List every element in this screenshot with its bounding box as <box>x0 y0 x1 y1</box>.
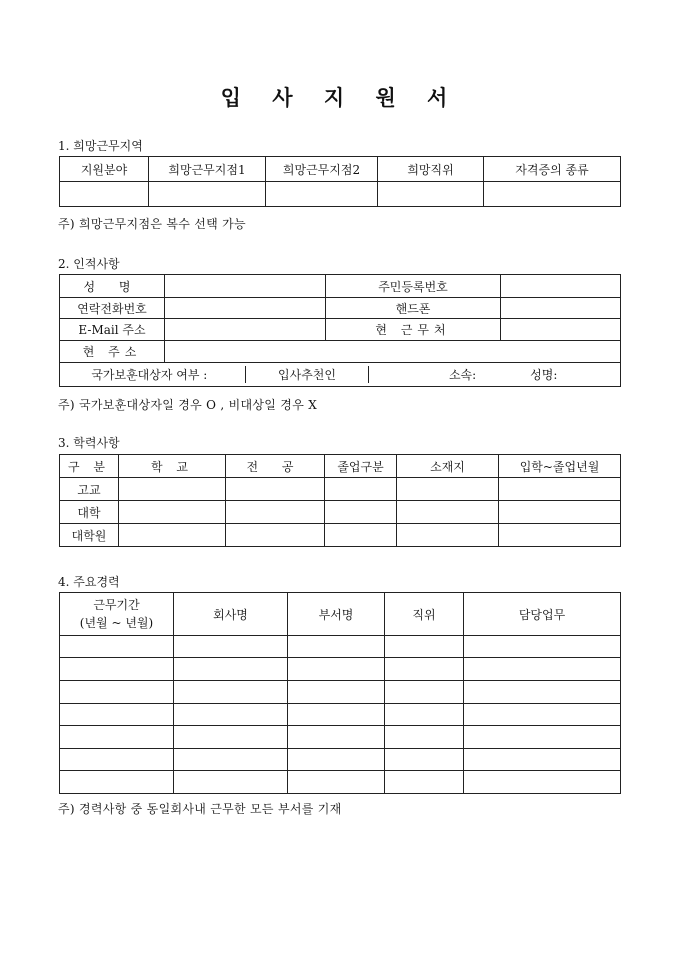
header-cell: 자격증의 종류 <box>484 157 621 182</box>
section-4-heading: 4. 주요경력 <box>58 575 120 589</box>
career-table <box>59 592 621 794</box>
field-desired-branch-1[interactable] <box>149 182 266 207</box>
field-school[interactable] <box>119 478 226 501</box>
header-cell: 희망근무지점1 <box>149 157 266 182</box>
field-desired-position[interactable] <box>378 182 484 207</box>
period-label-1: 근무기간 <box>93 598 140 612</box>
header-cell: 소재지 <box>397 455 499 478</box>
page-title: 입 사 지 원 서 <box>220 85 460 110</box>
field-department[interactable] <box>288 681 385 704</box>
field-position[interactable] <box>385 681 464 704</box>
workplace-label: 현 근무처 <box>326 319 501 341</box>
field-school[interactable] <box>119 501 226 524</box>
section-3-heading: 3. 학력사항 <box>58 436 120 450</box>
education-row-label: 대학원 <box>60 524 119 547</box>
field-school[interactable] <box>119 524 226 547</box>
section-2-note: 주) 국가보훈대상자일 경우 O , 비대상일 경우 X <box>58 398 318 412</box>
field-veteran[interactable] <box>211 368 213 382</box>
desired-work-table <box>59 156 621 207</box>
field-email[interactable] <box>165 319 326 341</box>
field-position[interactable] <box>385 726 464 749</box>
field-address[interactable] <box>165 341 621 363</box>
header-cell: 희망근무지점2 <box>266 157 378 182</box>
education-row-label: 대학 <box>60 501 119 524</box>
field-department[interactable] <box>288 771 385 794</box>
header-cell: 희망직위 <box>378 157 484 182</box>
field-company[interactable] <box>174 704 288 726</box>
field-duties[interactable] <box>464 636 621 658</box>
field-duties[interactable] <box>464 658 621 681</box>
field-certificates[interactable] <box>484 182 621 207</box>
header-cell: 구 분 <box>60 455 119 478</box>
veteran-referrer-row <box>60 363 621 387</box>
field-workplace[interactable] <box>501 319 621 341</box>
field-resident-no[interactable] <box>501 275 621 298</box>
field-position[interactable] <box>385 704 464 726</box>
field-major[interactable] <box>226 524 325 547</box>
field-application-area[interactable] <box>60 182 149 207</box>
field-location[interactable] <box>397 524 499 547</box>
field-position[interactable] <box>385 749 464 771</box>
education-row-label: 고교 <box>60 478 119 501</box>
field-duties[interactable] <box>464 771 621 794</box>
section-1-note: 주) 희망근무지점은 복수 선택 가능 <box>58 217 246 231</box>
field-mobile[interactable] <box>501 298 621 319</box>
header-cell: 전 공 <box>226 455 325 478</box>
field-department[interactable] <box>288 749 385 771</box>
field-duties[interactable] <box>464 681 621 704</box>
header-cell: 입학~졸업년월 <box>499 455 621 478</box>
education-table <box>59 454 621 547</box>
referrer-label: 입사추천인 <box>246 366 370 383</box>
section-1-heading: 1. 희망근무지역 <box>58 139 143 153</box>
header-cell: 졸업구분 <box>325 455 397 478</box>
field-period[interactable] <box>60 726 174 749</box>
address-label: 현 주소 <box>60 341 165 363</box>
header-cell: 담당업무 <box>464 593 621 636</box>
field-department[interactable] <box>288 658 385 681</box>
field-name[interactable] <box>165 275 326 298</box>
resident-no-label: 주민등록번호 <box>326 275 501 298</box>
name-label: 성 명 <box>60 275 165 298</box>
veteran-label: 국가보훈대상자 여부 : <box>91 368 208 382</box>
referrer-name-label: 성명: <box>530 368 558 382</box>
field-graduation-type[interactable] <box>325 478 397 501</box>
header-cell-period <box>60 593 174 636</box>
field-position[interactable] <box>385 636 464 658</box>
field-dates[interactable] <box>499 501 621 524</box>
field-graduation-type[interactable] <box>325 501 397 524</box>
field-major[interactable] <box>226 478 325 501</box>
period-label-2: (년월 ~ 년월) <box>79 616 154 630</box>
header-cell: 지원분야 <box>60 157 149 182</box>
header-cell: 부서명 <box>288 593 385 636</box>
header-cell: 학 교 <box>119 455 226 478</box>
field-phone[interactable] <box>165 298 326 319</box>
field-dates[interactable] <box>499 478 621 501</box>
header-cell: 직위 <box>385 593 464 636</box>
field-company[interactable] <box>174 771 288 794</box>
field-period[interactable] <box>60 749 174 771</box>
field-major[interactable] <box>226 501 325 524</box>
phone-label: 연락전화번호 <box>60 298 165 319</box>
field-position[interactable] <box>385 658 464 681</box>
header-cell: 회사명 <box>174 593 288 636</box>
email-label: E-Mail 주소 <box>60 319 165 341</box>
field-period[interactable] <box>60 771 174 794</box>
mobile-label: 핸드폰 <box>326 298 501 319</box>
field-department[interactable] <box>288 704 385 726</box>
affiliation-label: 소속: <box>448 368 477 382</box>
personal-info-table <box>59 274 621 387</box>
field-graduation-type[interactable] <box>325 524 397 547</box>
field-company[interactable] <box>174 636 288 658</box>
field-duties[interactable] <box>464 704 621 726</box>
field-company[interactable] <box>174 658 288 681</box>
field-location[interactable] <box>397 478 499 501</box>
field-location[interactable] <box>397 501 499 524</box>
field-period[interactable] <box>60 681 174 704</box>
field-period[interactable] <box>60 704 174 726</box>
field-desired-branch-2[interactable] <box>266 182 378 207</box>
field-company[interactable] <box>174 681 288 704</box>
field-department[interactable] <box>288 726 385 749</box>
field-period[interactable] <box>60 658 174 681</box>
section-4-note: 주) 경력사항 중 동일회사내 근무한 모든 부서를 기재 <box>58 802 342 816</box>
field-position[interactable] <box>385 771 464 794</box>
field-department[interactable] <box>288 636 385 658</box>
field-duties[interactable] <box>464 749 621 771</box>
field-duties[interactable] <box>464 726 621 749</box>
field-period[interactable] <box>60 636 174 658</box>
field-company[interactable] <box>174 726 288 749</box>
field-company[interactable] <box>174 749 288 771</box>
field-dates[interactable] <box>499 524 621 547</box>
section-2-heading: 2. 인적사항 <box>58 257 120 271</box>
